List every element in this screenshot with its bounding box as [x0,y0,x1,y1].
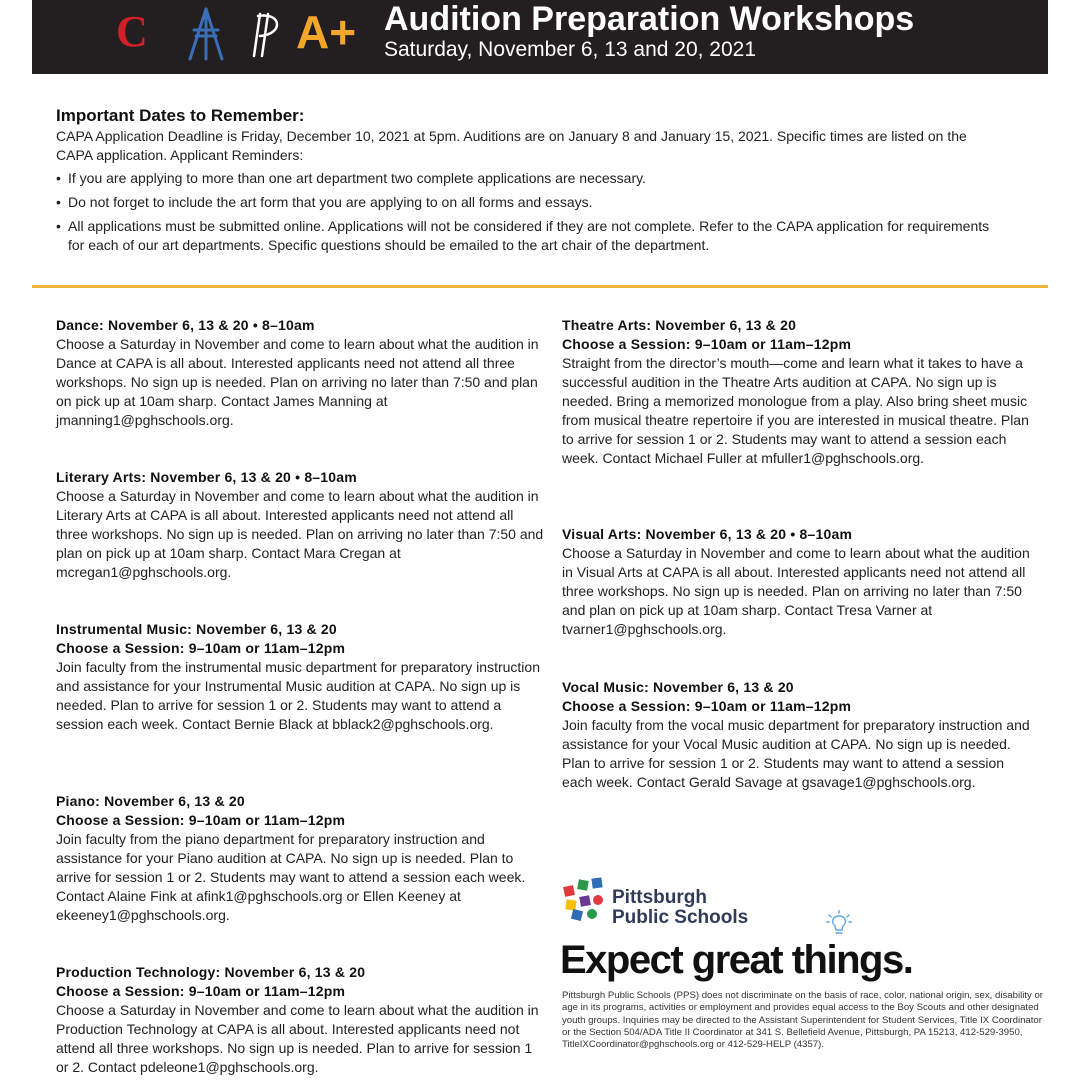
dance-section [56,316,546,430]
section-body: Choose a Saturday in November and come to learn about what the audition in Dance at CAPA is all about. Interested applicants need not attend all three workshops. No sign up is needed. Plan on arriving no later than 7:50 and plan on pick up at 10am sharp. Contact James Manning at jmanning1@pghschools.org. [56,336,539,428]
section-title: Literary Arts: November 6, 13 & 20 • 8–10am [56,469,357,485]
reminder-item: • Do not forget to include the art form that you are applying to on all forms and essays. [56,194,593,210]
reminder-list [56,169,996,255]
page-subtitle: Saturday, November 6, 13 and 20, 2021 [384,38,757,61]
instrumental-music-section [56,620,546,734]
section-session: Choose a Session: 9–10am or 11am–12pm [56,640,346,656]
tagline: Expect great things. [560,938,913,982]
production-technology-section [56,963,546,1077]
section-title: Instrumental Music: November 6, 13 & 20 [56,621,337,637]
section-body: Join faculty from the vocal music department for preparatory instruction and assistance for your Vocal Music audition at CAPA. No sign up is needed. Plan to arrive for session 1 or 2. Students may want to attend a session each week. Contact Gerald Savage at gsavage1@pghschools.org. [562,717,1030,790]
section-title: Dance: November 6, 13 & 20 • 8–10am [56,317,315,333]
section-session: Choose a Session: 9–10am or 11am–12pm [56,983,346,999]
nondiscrimination-disclaimer: Pittsburgh Public Schools (PPS) does not discriminate on the basis of race, color, national origin, sex, disability or age in its programs, activities or employment and provides equal access to the Boy Scouts and other designated youth groups. Inquiries may be directed to the Assistant Superintendent for Student Services, Title IX Coordinator or the Section 504/ADA Title II Coordinator at 341 S. Bellefield Avenue, Pittsburgh, PA 15213, 412-529-3950, TitleIXCoordinator@pghschools.org or 412-529-HELP (4357). [562,990,1043,1051]
section-body: Choose a Saturday in November and come to learn about what the audition in Literary Arts at CAPA is all about. Interested applicants need not attend all three workshops. No sign up is needed. Plan on arriving no later than 7:50 and plan on pick up at 10am sharp. Contact Mara Cregan at mcregan1@pghschools.org. [56,488,544,580]
section-divider [32,285,1048,288]
visual-arts-section [562,525,1037,639]
capa-logo-p-icon [246,6,286,62]
section-session: Choose a Session: 9–10am or 11am–12pm [56,812,346,828]
pps-name-line1: Pittsburgh [612,887,707,908]
section-title: Visual Arts: November 6, 13 & 20 • 8–10am [562,526,853,542]
piano-section [56,792,546,925]
section-session: Choose a Session: 9–10am or 11am–12pm [562,698,852,714]
capa-logo-a-easel-icon [182,6,230,62]
section-body: Join faculty from the instrumental music department for preparatory instruction and assistance for your Instrumental Music audition at CAPA. No sign up is needed. Plan to arrive for session 1 or 2. Students may want to attend a session each week. Contact Bernie Black at bblack2@pghschools.org. [56,659,540,732]
header-banner [32,0,1048,74]
reminder-item: • All applications must be submitted online. Applications will not be considered if they are not complete. Refer to the CAPA application for requirements for each of our art departments. Specific questions should be emailed to the art chair of the department. [56,218,990,253]
section-title: Piano: November 6, 13 & 20 [56,793,245,809]
section-title: Production Technology: November 6, 13 & 20 [56,964,366,980]
pps-squares-logo [562,876,608,922]
section-body: Choose a Saturday in November and come to learn about what the audition in Production Technology at CAPA is all about. Interested applicants need not attend all three workshops. No sign up is needed. Plan to arrive for session 1 or 2. Contact pdeleone1@pghschools.org. [56,1002,539,1075]
section-body: Straight from the director’s mouth—come and learn what it takes to have a successful audition in the Theatre Arts audition at CAPA. No sign up is needed. Bring a memorized monologue from a play. Also bring sheet music from musical theatre repertoire if you are interested in musical theatre. Plan to arrive for session 1 or 2. Students may want to attend a session each week. Contact Michael Fuller at mfuller1@pghschools.org. [562,355,1029,466]
left-column [56,316,546,1080]
important-dates [56,106,996,260]
section-body: Join faculty from the piano department for preparatory instruction and assistance for your Piano audition at CAPA. No sign up is needed. Plan to arrive for session 1 or 2. Students may want to attend a session each week. Contact Alaine Fink at afink1@pghschools.org or Ellen Keeney at ekeeney1@pghschools.org. [56,831,526,923]
vocal-music-section [562,678,1037,792]
pps-name-line2: Public Schools [612,907,749,928]
important-heading: Important Dates to Remember: [56,106,305,125]
right-column [562,316,1052,836]
reminder-item: • If you are applying to more than one art department two complete applications are necessary. [56,170,646,186]
theatre-arts-section [562,316,1037,468]
section-session: Choose a Session: 9–10am or 11am–12pm [562,336,852,352]
page-title: Audition Preparation Workshops [384,0,915,38]
capa-logo-aplus: A+ [296,6,357,58]
capa-logo-c: C [116,7,148,56]
important-intro: CAPA Application Deadline is Friday, December 10, 2021 at 5pm. Auditions are on January 8 and January 15, 2021. Specific times are listed on the CAPA application. Applicant Reminders: [56,128,967,163]
section-title: Theatre Arts: November 6, 13 & 20 [562,317,797,333]
literary-arts-section [56,468,546,582]
section-body: Choose a Saturday in November and come to learn about what the audition in Visual Arts at CAPA is all about. Interested applicants need not attend all three workshops. No sign up is needed. Plan on arriving no later than 7:50 and plan on pick up at 10am sharp. Contact Tresa Varner at tvarner1@pghschools.org. [562,545,1030,637]
pps-name [612,888,748,928]
section-title: Vocal Music: November 6, 13 & 20 [562,679,794,695]
